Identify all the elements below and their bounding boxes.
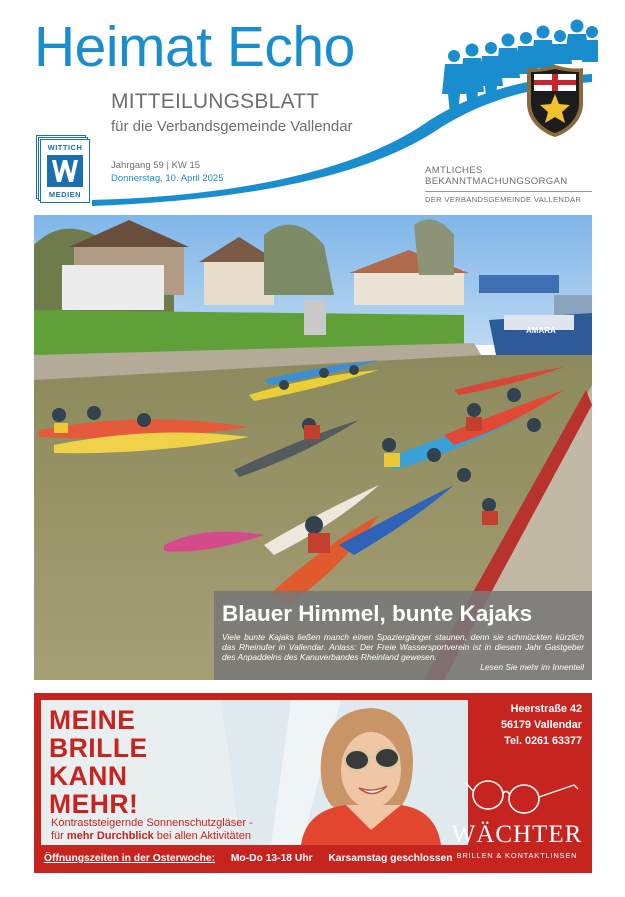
ad-copy-line-1: Kontraststeigernde Sonnenschutzgläser - [51,817,253,829]
divider [425,191,592,192]
ad-hours-label: Öffnungszeiten in der Osterwoche: [44,853,216,864]
coat-of-arms-icon [524,63,586,139]
publisher-name-top: WITTICH [47,143,83,152]
logo-w-icon [47,155,83,187]
ad-headline [49,706,148,818]
issue-number: Jahrgang 59 | KW 15 [111,160,201,171]
cover-story-box[interactable] [214,591,592,680]
ad-city: 56179 Vallendar [500,719,582,731]
newspaper-tagline: für die Verbandsgemeinde Vallendar [111,118,353,135]
ad-phone[interactable]: Tel. 0261 63377 [504,735,582,747]
ad-brand-name: WÄCHTER [451,821,583,848]
ad-photo-panel [41,700,468,845]
ad-hours-weekdays: Mo-Do 13-18 Uhr [230,853,313,864]
newspaper-title: Heimat Echo [34,15,355,79]
ad-opening-hours [44,852,453,865]
issue-date: Donnerstag, 10. April 2025 [111,173,224,184]
publisher-logo[interactable] [36,135,90,203]
ad-copy [51,817,253,843]
ad-brand-subtitle: BRILLEN & KONTAKTLINSEN [456,851,578,860]
cover-teaser: Viele bunte Kajaks ließen manch einen Spaziergänger staunen, denn sie schmückten kürzlich das Rheinufer in Vallendar. Anlass: Der Freie Wassersportverein ist in diesem Jahr Gastgeber des Anpaddelns des Kanuverbandes Rheinland gewesen. [222,632,584,662]
newspaper-subtitle: MITTEILUNGSBLATT [111,90,320,113]
optician-advertisement[interactable] [34,693,592,873]
ad-hours-saturday: Karsamstag geschlossen [328,853,453,864]
official-line-2: BEKANNTMACHUNGSORGAN [425,176,568,187]
masthead [0,0,625,212]
official-line-1: AMTLICHES [425,165,483,176]
ship-name: AMARA [526,326,556,335]
logo-box [40,139,90,203]
official-organ-label [425,165,595,187]
ad-copy-line-2 [51,830,253,843]
official-organ-sublabel: DER VERBANDSGEMEINDE VALLENDAR [425,195,582,204]
ad-headline-line: BRILLE [49,733,148,763]
ad-address [474,701,582,749]
publisher-name-bottom: MEDIEN [48,190,82,199]
glasses-icon [462,773,582,819]
ad-headline-line: KANN [49,761,128,791]
ad-copy-highlight: mehr Durchblick [66,830,154,842]
ad-copy-suffix: bei allen Aktivitäten [156,830,251,842]
cover-headline[interactable]: Blauer Himmel, bunte Kajaks [222,601,533,626]
ad-headline-line: MEHR! [49,789,139,819]
ad-copy-prefix: für [51,830,64,842]
read-more-link[interactable]: Lesen Sie mehr im Innenteil [480,662,584,672]
ad-headline-line: MEINE [49,705,136,735]
ad-street: Heerstraße 42 [510,703,582,715]
